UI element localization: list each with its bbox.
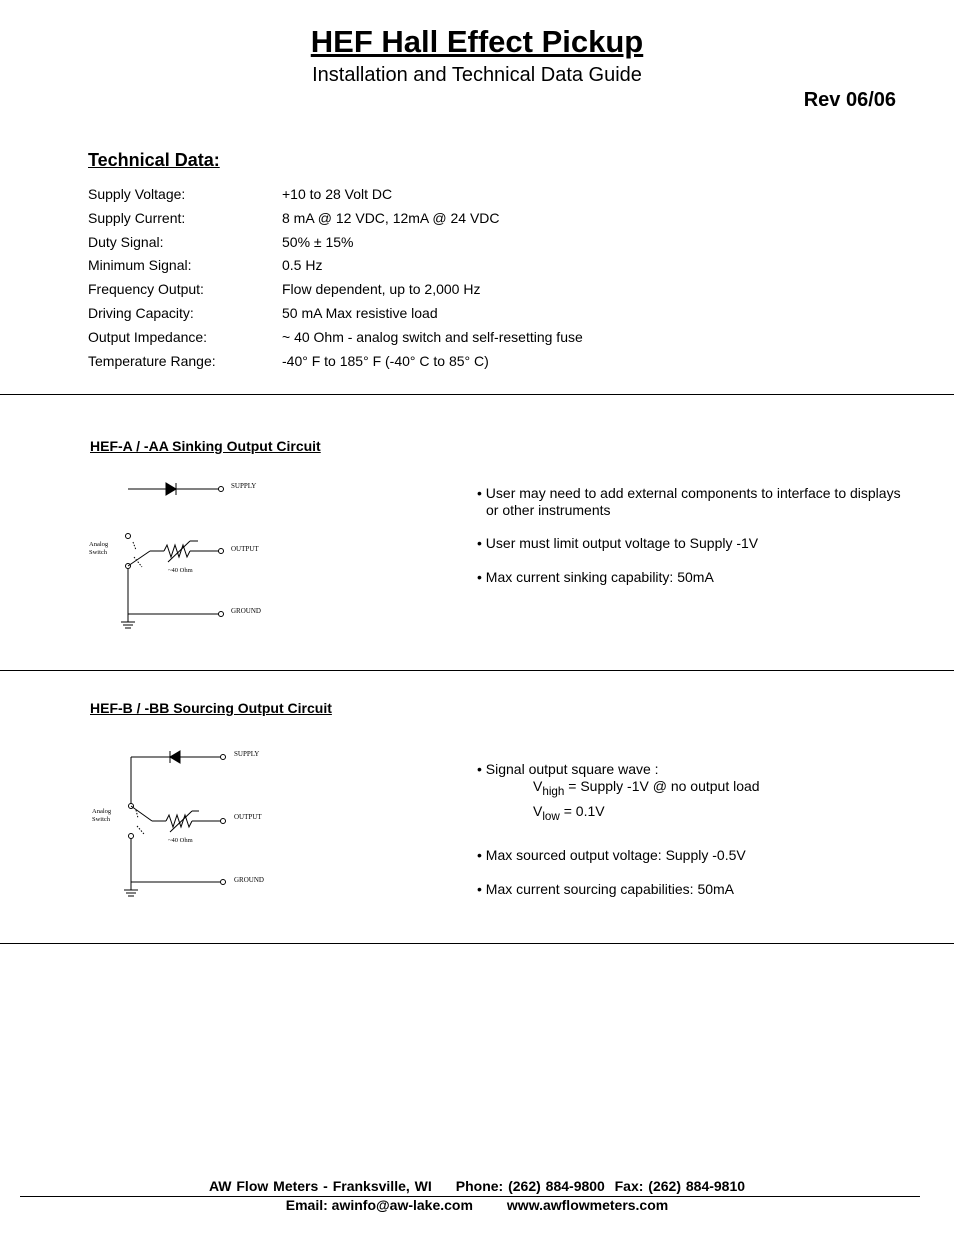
ground-terminal <box>219 612 224 617</box>
circuit-b-notes <box>477 761 760 898</box>
spec-row <box>88 353 788 377</box>
note-item: • Max sourced output voltage: Supply -0.5V <box>477 846 746 863</box>
ground-label: GROUND <box>231 607 261 615</box>
spec-row <box>88 281 788 305</box>
spec-value: Flow dependent, up to 2,000 Hz <box>282 281 481 298</box>
vhigh-subscript: high <box>542 784 565 798</box>
output-label: OUTPUT <box>234 813 262 821</box>
spec-label: Output Impedance: <box>88 328 208 345</box>
ground-label: GROUND <box>234 876 264 884</box>
spec-value: ~ 40 Ohm - analog switch and self-resetting fuse <box>282 328 583 345</box>
circuit-b-diagram <box>80 738 280 903</box>
spec-row <box>88 329 788 353</box>
footer-fax: Fax: (262) 884-9810 <box>614 1178 746 1194</box>
note-item: or other instruments <box>486 502 611 518</box>
spec-value: +10 to 28 Volt DC <box>282 186 393 202</box>
footer-phone: Phone: (262) 884-9800 <box>455 1178 605 1194</box>
spec-label: Supply Voltage: <box>88 186 186 202</box>
note-item: • User may need to add external components to interface to displays <box>477 485 901 501</box>
spec-row <box>88 186 788 210</box>
vhigh-line <box>477 778 760 800</box>
supply-terminal <box>221 755 226 760</box>
spec-row <box>88 257 788 281</box>
technical-data-heading: Technical Data: <box>88 150 220 170</box>
switch-label: Switch <box>92 816 111 823</box>
note-item: • Max current sourcing capabilities: 50mA <box>477 880 735 897</box>
output-terminal <box>221 819 226 824</box>
output-terminal <box>219 549 224 554</box>
spec-row <box>88 234 788 258</box>
spec-row <box>88 305 788 329</box>
resistor-icon <box>166 815 192 827</box>
footer-website: www.awflowmeters.com <box>506 1197 669 1213</box>
spec-value: 8 mA @ 12 VDC, 12mA @ 24 VDC <box>282 209 500 226</box>
circuit-a-diagram <box>80 470 280 635</box>
revision-label: Rev 06/06 <box>803 89 896 111</box>
vhigh-text: = Supply -1V @ no output load <box>564 778 760 794</box>
resistor-label: ~40 Ohm <box>168 567 193 574</box>
circuit-b-heading: HEF-B / -BB Sourcing Output Circuit <box>90 700 332 716</box>
vlow-subscript: low <box>542 809 560 823</box>
spec-value: 50% ± 15% <box>282 233 354 250</box>
spec-value: 0.5 Hz <box>282 257 323 274</box>
vlow-line <box>477 803 760 825</box>
footer-contact-line <box>0 1178 954 1194</box>
output-label: OUTPUT <box>231 545 259 553</box>
vlow-text: = 0.1V <box>559 802 605 819</box>
footer-company: AW Flow Meters - Franksville, WI <box>208 1178 432 1194</box>
spec-label: Driving Capacity: <box>88 304 194 321</box>
page-subtitle: Installation and Technical Data Guide <box>312 64 642 86</box>
spec-row <box>88 210 788 234</box>
technical-data-table <box>88 186 788 376</box>
vlow-symbol: V <box>533 802 543 819</box>
section-divider <box>0 943 954 944</box>
spec-label: Duty Signal: <box>88 233 164 250</box>
spec-value: -40° F to 185° F (-40° C to 85° C) <box>282 352 489 369</box>
switch-label: Analog <box>89 541 109 548</box>
spec-label: Minimum Signal: <box>88 257 192 274</box>
fuse-arrow <box>168 541 190 562</box>
resistor-icon <box>164 545 190 557</box>
switch-arm <box>128 551 150 566</box>
circuit-a-notes <box>477 485 901 586</box>
resistor-label: ~40 Ohm <box>168 837 193 844</box>
supply-label: SUPPLY <box>231 482 257 490</box>
spec-label: Temperature Range: <box>88 352 216 369</box>
diode-icon <box>166 483 176 495</box>
spec-label: Supply Current: <box>88 209 186 226</box>
ground-terminal <box>221 880 226 885</box>
supply-terminal <box>219 487 224 492</box>
note-item: • Signal output square wave : <box>477 761 659 777</box>
switch-label: Switch <box>89 549 108 556</box>
section-divider <box>0 670 954 671</box>
footer-web-line <box>0 1197 954 1213</box>
diode-icon <box>170 751 180 763</box>
spec-value: 50 mA Max resistive load <box>282 304 438 321</box>
vhigh-symbol: V <box>533 778 543 794</box>
note-item: • Max current sinking capability: 50mA <box>477 569 714 585</box>
switch-arm <box>131 806 152 821</box>
circuit-a-heading: HEF-A / -AA Sinking Output Circuit <box>90 438 321 454</box>
section-divider <box>0 394 954 395</box>
footer-email: Email: awinfo@aw-lake.com <box>285 1197 473 1213</box>
page-title: HEF Hall Effect Pickup <box>310 24 644 59</box>
switch-label: Analog <box>92 808 112 815</box>
spec-label: Frequency Output: <box>88 281 204 298</box>
fuse-arrow <box>170 811 192 832</box>
note-item: • User must limit output voltage to Supply -1V <box>477 535 759 551</box>
supply-label: SUPPLY <box>234 750 260 758</box>
